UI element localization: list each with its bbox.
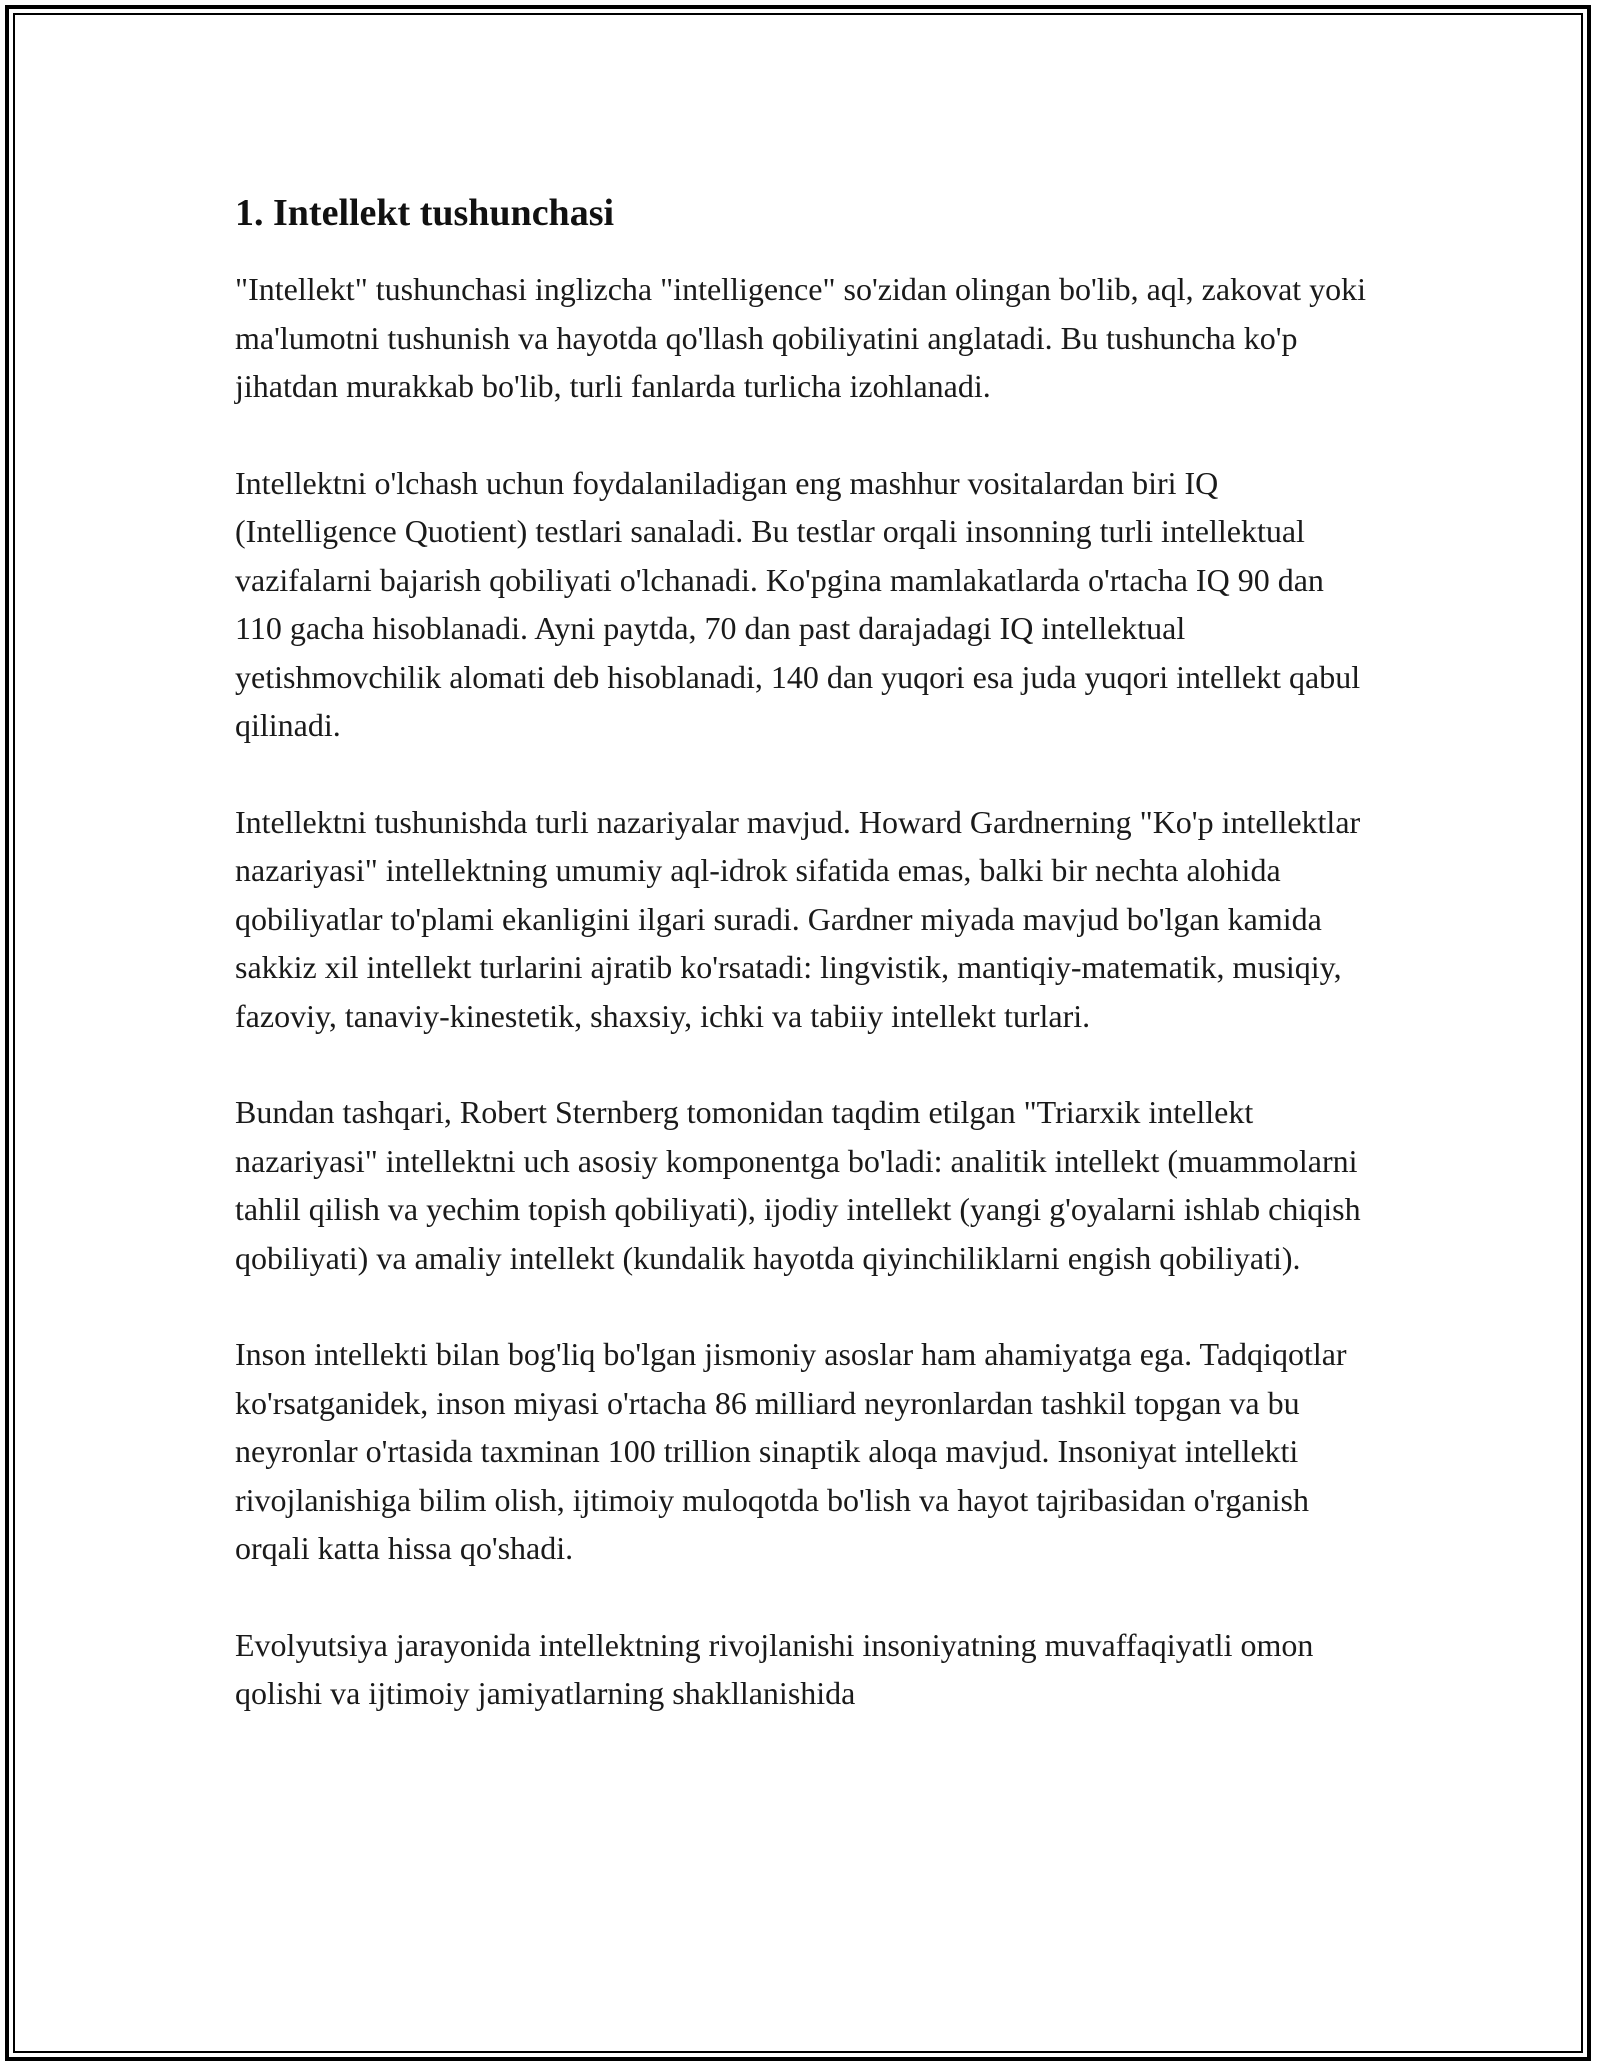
paragraph-gardner-theory: Intellektni tushunishda turli nazariyalar mavjud. Howard Gardnerning "Ko'p intellektlar nazariyasi" intellektning umumiy aql-idrok sifatida emas, balki bir nechta alohida qobiliyatlar to'plami ekanligini ilgari suradi. Gardner miyada mavjud bo'lgan kamida sakkiz xil intellekt turlarini ajratib ko'rsatadi: lingvistik, mantiqiy-matematik, musiqiy, fazoviy, tanaviy-kinestetik, shaxsiy, ichki va tabiiy intellekt turlari. — [235, 803, 1361, 1034]
document-body — [235, 188, 1375, 1718]
paragraph-physical-basis: Inson intellekti bilan bog'liq bo'lgan jismoniy asoslar ham ahamiyatga ega. Tadqiqotlar ko'rsatganidek, inson miyasi o'rtacha 86 milliard neyronlardan tashkil topgan va bu neyronlar o'rtasida taxminan 100 trillion sinaptik aloqa mavjud. Insoniyat intellekti rivojlanishiga bilim olish, ijtimoiy muloqotda bo'lish va hayot tajribasidan o'rganish orqali katta hissa qo'shadi. — [235, 1336, 1347, 1566]
paragraph-iq-tests: Intellektni o'lchash uchun foydalaniladigan eng mashhur vositalardan biri IQ (Intelligence Quotient) testlari sanaladi. Bu testlar orqali insonning turli intellektual vazifalarni bajarish qobiliyati o'lchanadi. Ko'pgina mamlakatlarda o'rtacha IQ 90 dan 110 gacha hisoblanadi. Ayni paytda, 70 dan past darajadagi IQ intellektual yetishmovchilik alomati deb hisoblanadi, 140 dan yuqori esa juda yuqori intellekt qabul qilinadi. — [235, 464, 1361, 743]
section-heading: 1. Intellekt tushunchasi — [235, 192, 615, 234]
paragraph-evolution: Evolyutsiya jarayonida intellektning rivojlanishi insoniyatning muvaffaqiyatli omon qolishi va ijtimoiy jamiyatlarning shakllanishida — [235, 1626, 1314, 1711]
paragraph-sternberg-theory: Bundan tashqari, Robert Sternberg tomonidan taqdim etilgan "Triarxik intellekt nazariyasi" intellektni uch asosiy komponentga bo'ladi: analitik intellekt (muammolarni tahlil qilish va yechim topish qobiliyati), ijodiy intellekt (yangi g'oyalarni ishlab chiqish qobiliyati) va amaliy intellekt (kundalik hayotda qiyinchiliklarni engish qobiliyati). — [235, 1094, 1361, 1276]
paragraph-definition: "Intellekt" tushunchasi inglizcha "intelligence" so'zidan olingan bo'lib, aql, zakovat yoki ma'lumotni tushunish va hayotda qo'llash qobiliyatini anglatadi. Bu tushuncha ko'p jihatdan murakkab bo'lib, turli fanlarda turlicha izohlanadi. — [235, 271, 1367, 404]
